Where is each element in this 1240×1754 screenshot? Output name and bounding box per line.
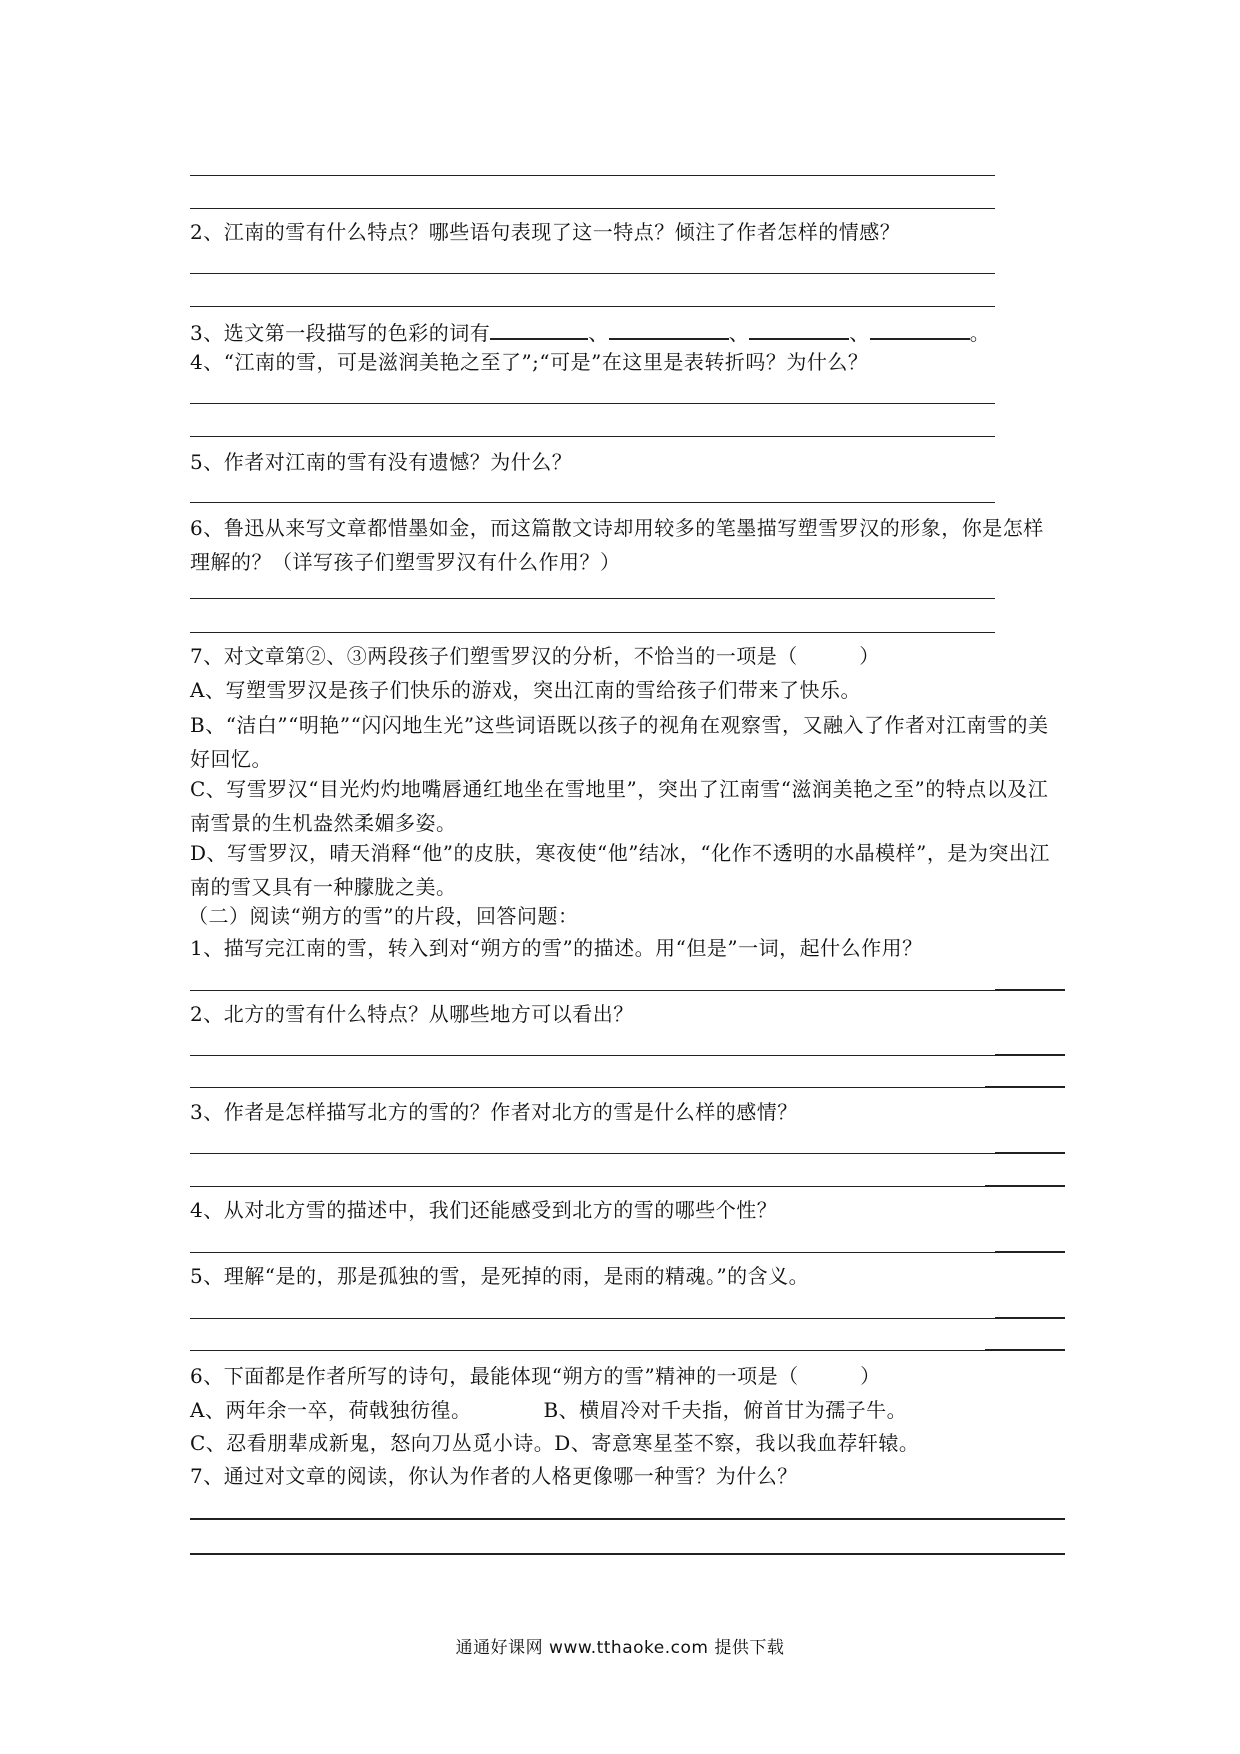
answer-line-end <box>995 1152 1065 1154</box>
answer-line <box>190 403 995 404</box>
answer-line <box>190 175 995 176</box>
question-3-text: 3、选文第一段描写的色彩的词有 <box>190 321 491 345</box>
separator: 、 <box>728 321 750 345</box>
option-b: B、“洁白”“明艳”“闪闪地生光”这些词语既以孩子的视角在观察雪，又融入了作者对江南雪的美好回忆。 <box>190 713 1049 771</box>
options-a-b: A、两年余一卒，荷戟独彷徨。 B、横眉冷对千夫指，俯首甘为孺子牛。 <box>190 1398 908 1422</box>
question-5: 5、作者对江南的雪有没有遗憾？为什么？ <box>190 450 573 474</box>
section2-question-5: 5、理解“是的，那是孤独的雪，是死掉的雨，是雨的精魂。”的含义。 <box>190 1264 810 1288</box>
fill-blank-2[interactable] <box>609 318 729 340</box>
option-a: A、写塑雪罗汉是孩子们快乐的游戏，突出江南的雪给孩子们带来了快乐。 <box>190 678 861 702</box>
option-c: C、写雪罗汉“目光灼灼地嘴唇通红地坐在雪地里”，突出了江南雪“滋润美艳之至”的特点以及江南雪景的生机盎然柔媚多姿。 <box>190 777 1049 835</box>
answer-line <box>190 1055 995 1056</box>
answer-line-end <box>985 1086 1065 1088</box>
section2-question-1: 1、描写完江南的雪，转入到对“朔方的雪”的描述。用“但是”一词，起什么作用？ <box>190 936 923 960</box>
answer-line <box>190 1153 995 1154</box>
answer-line-end <box>985 1185 1065 1187</box>
question-6: 6、鲁迅从来写文章都惜墨如金，而这篇散文诗却用较多的笔墨描写塑雪罗汉的形象，你是怎样理解的？（详写孩子们塑雪罗汉有什么作用？） <box>190 516 1044 574</box>
answer-line-end <box>995 1251 1065 1253</box>
fill-blank-4[interactable] <box>870 318 970 340</box>
options-c-d: C、忍看朋辈成新鬼，怒向刀丛觅小诗。D、寄意寒星荃不察，我以我血荐轩辕。 <box>190 1431 920 1455</box>
answer-line <box>190 1350 995 1351</box>
separator: 、 <box>849 321 870 345</box>
answer-line-end <box>985 1349 1065 1351</box>
answer-line <box>190 1087 995 1088</box>
section2-question-2: 2、北方的雪有什么特点？从哪些地方可以看出？ <box>190 1002 634 1026</box>
page-footer: 通通好课网 www.tthaoke.com 提供下载 <box>455 1638 785 1658</box>
question-7: 7、对文章第②、③两段孩子们塑雪罗汉的分析，不恰当的一项是（ ） <box>190 644 880 668</box>
question-4: 4、“江南的雪，可是滋润美艳之至了”;“可是”在这里是表转折吗？为什么？ <box>190 350 869 374</box>
separator: 、 <box>588 321 609 345</box>
question-2: 2、江南的雪有什么特点？哪些语句表现了这一特点？倾注了作者怎样的情感？ <box>190 220 901 244</box>
answer-line <box>190 306 995 307</box>
answer-line-end <box>995 1054 1065 1056</box>
answer-line <box>190 273 995 274</box>
section-heading: （二）阅读“朔方的雪”的片段，回答问题： <box>188 904 579 928</box>
answer-line <box>190 1518 1065 1520</box>
fill-blank-3[interactable] <box>749 318 849 340</box>
answer-line <box>190 990 995 991</box>
answer-line <box>190 1318 995 1319</box>
section2-question-6: 6、下面都是作者所写的诗句，最能体现“朔方的雪”精神的一项是（ ） <box>190 1364 881 1388</box>
question-3 <box>190 318 990 347</box>
section2-question-3: 3、作者是怎样描写北方的雪的？作者对北方的雪是什么样的感情？ <box>190 1100 798 1124</box>
period: 。 <box>969 321 991 345</box>
answer-line <box>190 598 995 599</box>
answer-line <box>190 632 995 633</box>
section2-question-4: 4、从对北方雪的描述中，我们还能感受到北方的雪的哪些个性？ <box>190 1198 778 1222</box>
answer-line <box>190 1252 995 1253</box>
fill-blank-1[interactable] <box>490 318 588 340</box>
option-d: D、写雪罗汉，晴天消释“他”的皮肤，寒夜使“他”结冰，“化作不透明的水晶模样”，是为突出江南的雪又具有一种朦胧之美。 <box>190 841 1050 899</box>
answer-line-end <box>995 1317 1065 1319</box>
answer-line <box>190 502 995 503</box>
answer-line-end <box>995 989 1065 991</box>
answer-line <box>190 208 995 209</box>
answer-line <box>190 1553 1065 1555</box>
section2-question-7: 7、通过对文章的阅读，你认为作者的人格更像哪一种雪？为什么？ <box>190 1464 798 1488</box>
answer-line <box>190 1186 995 1187</box>
answer-line <box>190 436 995 437</box>
